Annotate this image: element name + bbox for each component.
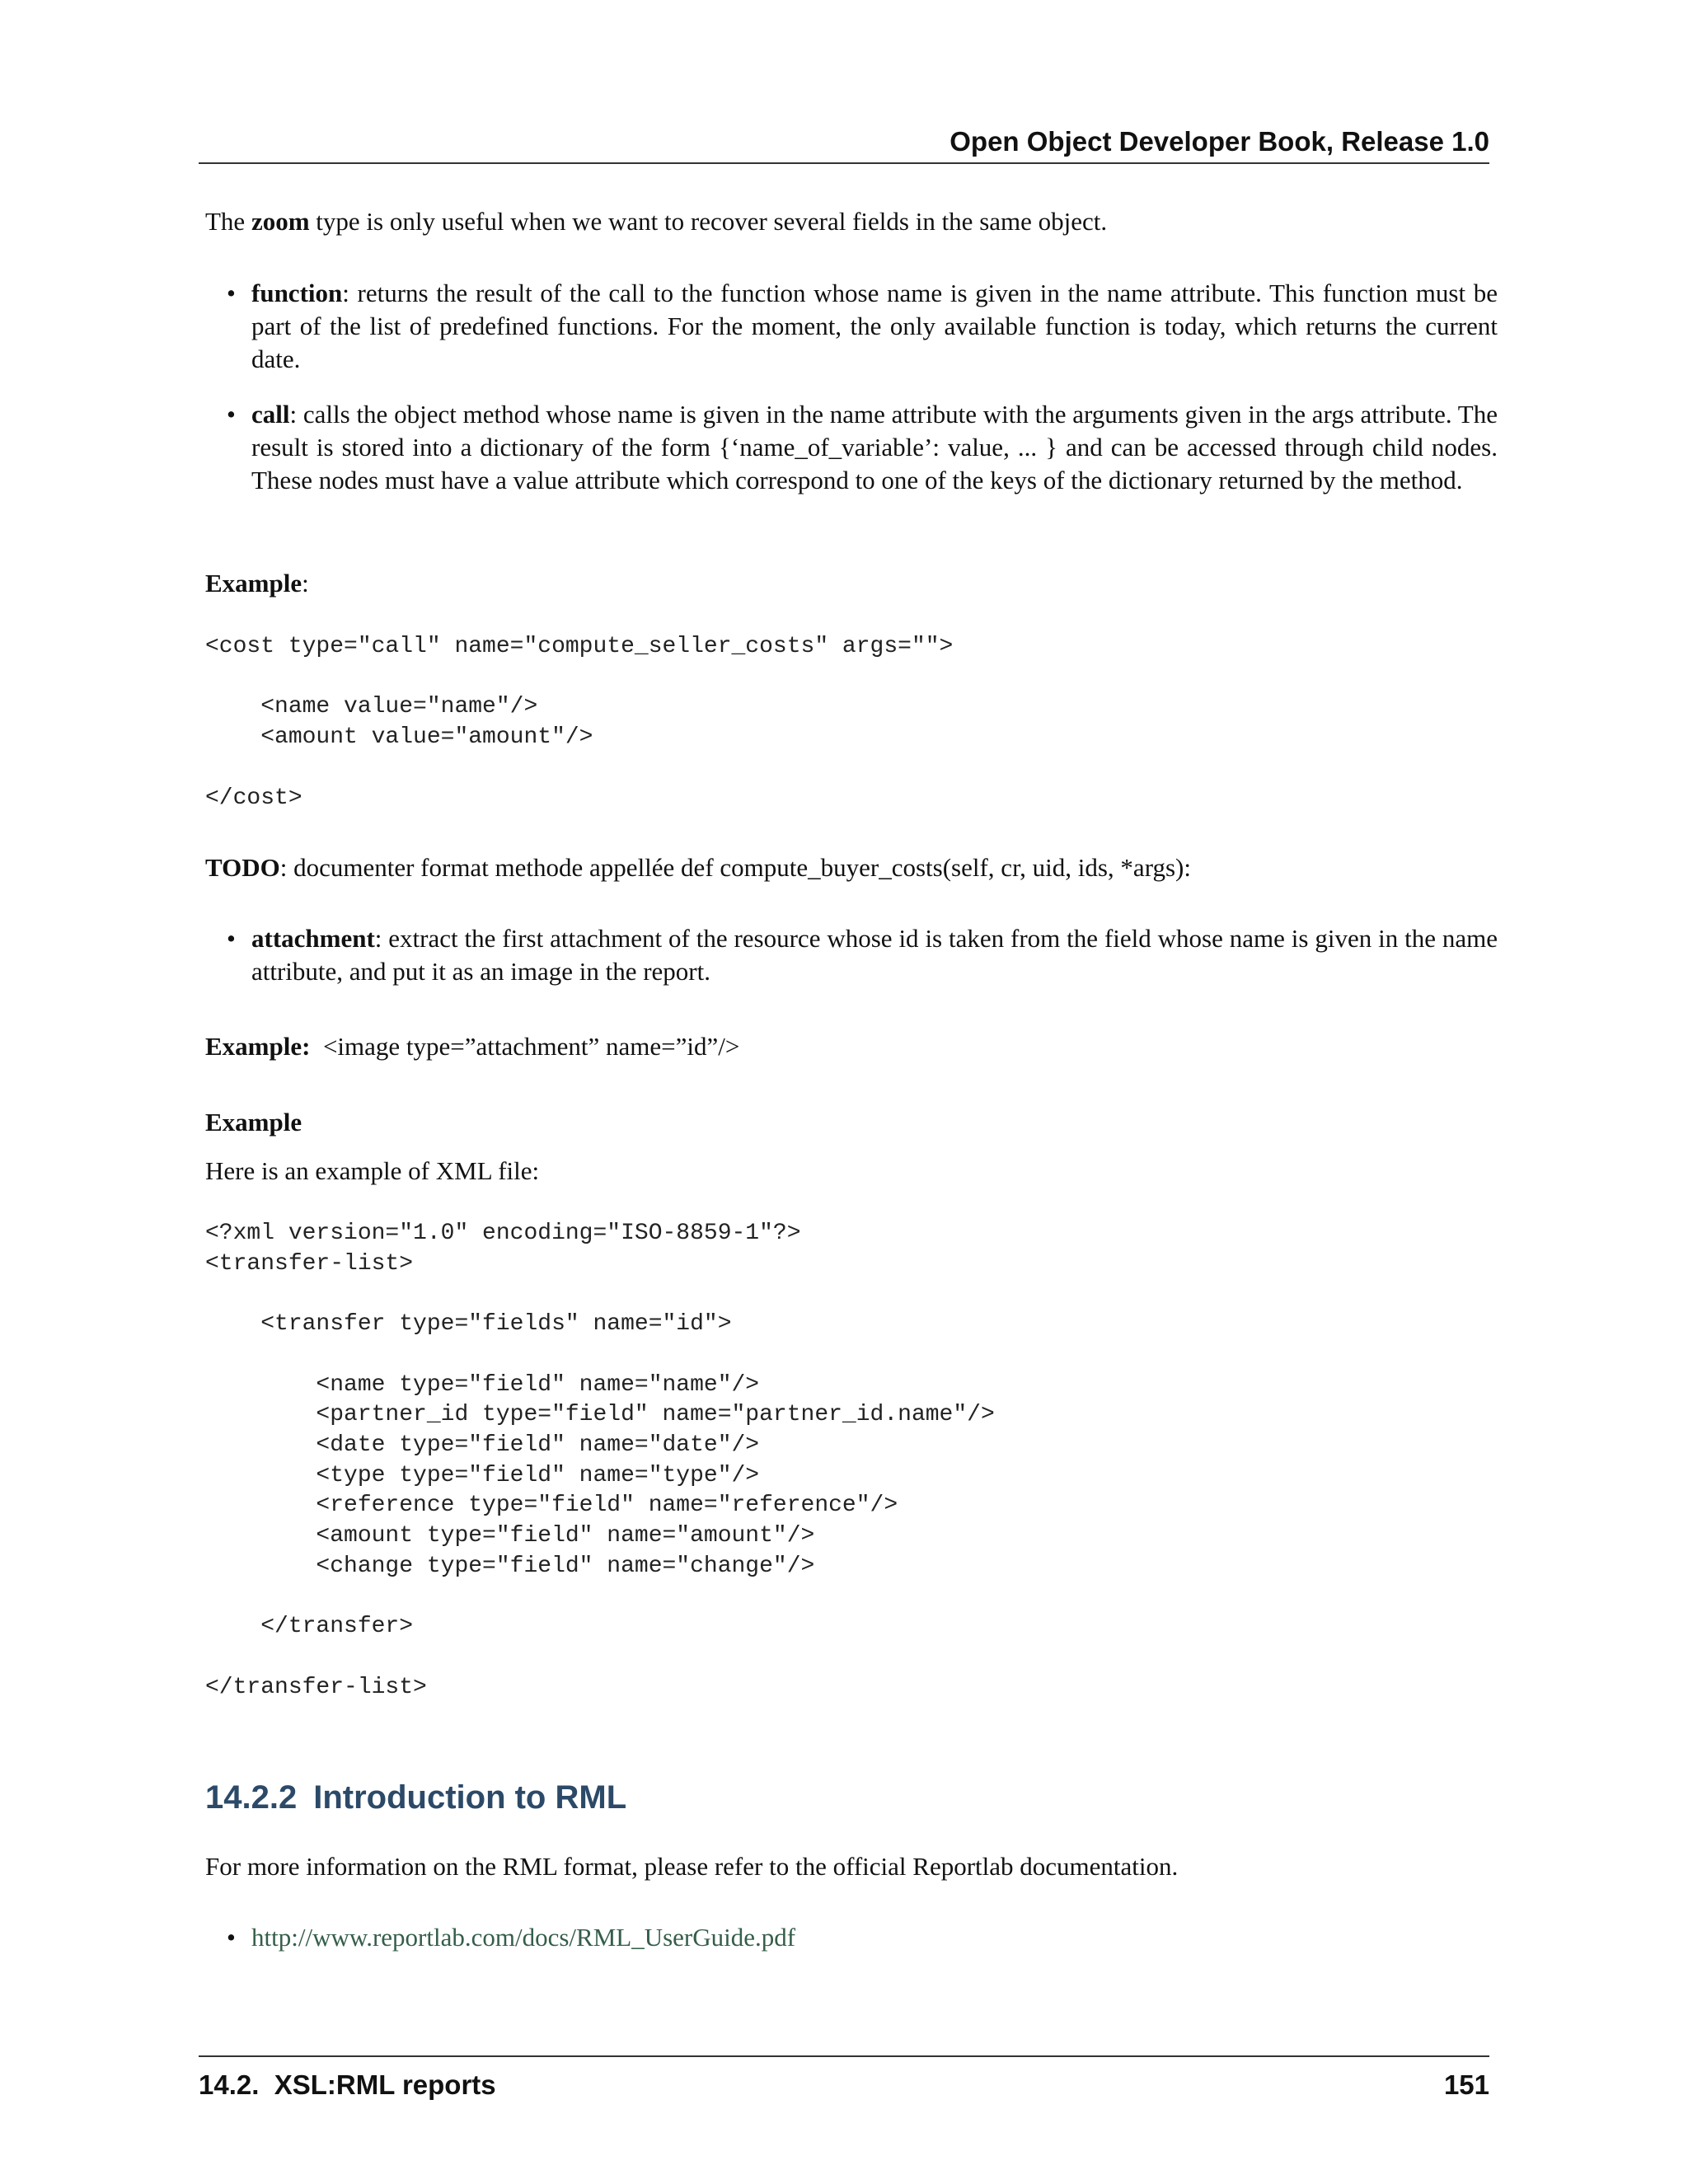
code-block-cost: <cost type="call" name="compute_seller_costs" args=""> <name value="name"/> <amount value="amount"/> </cost> <box>205 634 954 811</box>
example-heading: Example <box>205 1108 302 1137</box>
bullet-icon: • <box>227 400 236 429</box>
intro-suffix: type is only useful when we want to recover several fields in the same object. <box>309 207 1108 236</box>
todo-paragraph <box>205 851 1496 884</box>
section-number: 14.2.2 <box>205 1779 298 1816</box>
list-item-text: : returns the result of the call to the function whose name is given in the name attribute. This function must be part of the list of predefined functions. For the moment, the only available function is today, which returns the current date. <box>251 279 1498 373</box>
running-header: Open Object Developer Book, Release 1.0 <box>950 126 1489 157</box>
example-image-label: Example: <box>205 1032 311 1061</box>
header-divider <box>199 162 1489 164</box>
list-item-term: call <box>251 400 290 429</box>
list-item-term: function <box>251 279 343 307</box>
list-item-text: : calls the object method whose name is given in the name attribute with the arguments given in the args attribute. The result is stored into a dictionary of the form {‘name_of_variable’: value, ... } and can be accessed through child nodes. These nodes must have a value attribute which correspond to one of the keys of the dictionary returned by the method. <box>251 400 1498 494</box>
rml-info-paragraph: For more information on the RML format, please refer to the official Reportlab documentation. <box>205 1852 1179 1881</box>
intro-paragraph <box>205 205 1496 238</box>
rml-userguide-link[interactable]: http://www.reportlab.com/docs/RML_UserGuide.pdf <box>251 1923 796 1952</box>
example-image-line <box>205 1030 1496 1063</box>
list-item-function <box>227 277 1498 376</box>
example-label-colon: : <box>302 569 309 598</box>
footer-divider <box>199 2055 1489 2057</box>
todo-text: : documenter format methode appellée def compute_buyer_costs(self, cr, uid, ids, *args): <box>279 853 1191 882</box>
section-title: Introduction to RML <box>313 1779 627 1816</box>
list-item-call <box>227 398 1498 497</box>
list-item-term: attachment <box>251 924 375 953</box>
todo-label: TODO <box>205 853 280 882</box>
bullet-icon: • <box>227 1923 236 1952</box>
intro-prefix: The <box>205 207 251 236</box>
bullet-icon: • <box>227 924 236 953</box>
code-block-xml: <?xml version="1.0" encoding="ISO-8859-1"?> <transfer-list> <transfer type="fields" name="id"> <name type="field" name="name"/> <partner_id type="field" name="partner_id.name"/> <date type="field" name="date"/> <type type="field" name="type"/> <reference type="field" name="reference"/> <amount type="field" name="amount"/> <change type="field" name="change"/> </transfer> </transfer-list> <box>205 1221 995 1700</box>
footer-section-title: 14.2. XSL:RML reports <box>199 2069 496 2100</box>
example-image-code: <image type=”attachment” name=”id”/> <box>310 1032 740 1061</box>
example-intro: Here is an example of XML file: <box>205 1156 540 1185</box>
section-heading <box>205 1776 626 1819</box>
list-item-text: : extract the first attachment of the resource whose id is taken from the field whose name is given in the name attribute, and put it as an image in the report. <box>251 924 1498 986</box>
list-item-attachment <box>227 922 1498 988</box>
example-label <box>205 567 1496 600</box>
intro-term: zoom <box>251 207 310 236</box>
bullet-icon: • <box>227 279 236 307</box>
list-item-rml-link <box>227 1921 1498 1954</box>
footer-page-number: 151 <box>1443 2069 1489 2100</box>
example-label-bold: Example <box>205 569 302 598</box>
